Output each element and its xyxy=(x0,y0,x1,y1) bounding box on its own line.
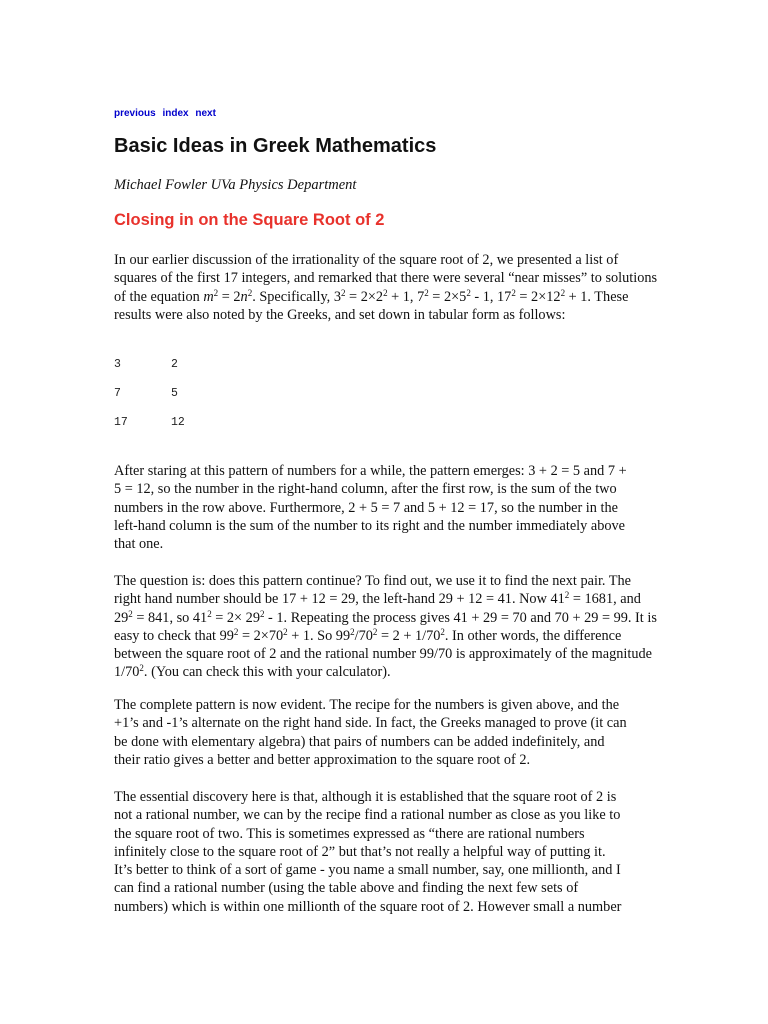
section-title: Closing in on the Square Root of 2 xyxy=(114,211,385,229)
paragraph-pattern xyxy=(114,462,658,553)
text-line: 5 = 12, so the number in the right-hand column, after the first row, is the sum of the two xyxy=(114,481,617,498)
text-line: that one. xyxy=(114,536,164,553)
text-line: infinitely close to the square root of 2” but that’s not really a helpful way of putting it. xyxy=(114,843,606,860)
text-line: not a rational number, we can by the recipe find a rational number as close as you like to xyxy=(114,807,621,824)
index-link[interactable]: index xyxy=(162,108,189,119)
text-line: the square root of two. This is sometimes expressed as “there are rational numbers xyxy=(114,825,585,842)
paragraph-question: The question is: does this pattern continue? To find out, we use it to find the next pair. The right hand number should be 17 + 12 = 29, the left-hand 29 + 12 = 41. Now $41^2 = 1681$, and $29^2 = 841$, so $41^2 = 2\times 29^2 - 1$. Repeating the process gives 41 + 29 = 70 and 70 + 29 = 99. It is easy to check that $99^2 = 2\times 70^2 + 1$. So $99^2/70^2 = 2 + 1/70^2$. In other words, the difference between the square root of 2 and the rational number 99/70 is approximately of the magnitude $1/70^2$. (You can check this with your calculator). xyxy=(114,573,657,681)
previous-link[interactable]: previous xyxy=(114,108,156,119)
text-line: +1’s and -1’s alternate on the right hand side. In fact, the Greeks managed to prove (it can xyxy=(114,715,627,732)
text-line: The complete pattern is now evident. The recipe for the numbers is given above, and the xyxy=(114,697,620,713)
table-cell-left: 3 xyxy=(114,358,121,371)
page-title: Basic Ideas in Greek Mathematics xyxy=(114,135,437,157)
paragraph-discovery xyxy=(114,788,658,916)
table-row xyxy=(114,387,178,400)
table-cell-left: 7 xyxy=(114,387,121,400)
text-line: be done with elementary algebra) that pairs of numbers can be added indefinitely, and xyxy=(114,733,605,750)
table-row xyxy=(114,416,185,429)
table-cell-right: 12 xyxy=(171,416,185,429)
text-line: It’s better to think of a sort of game - you name a small number, say, one millionth, and I xyxy=(114,862,621,879)
table-cell-right: 2 xyxy=(171,358,178,371)
paragraph-intro: In our earlier discussion of the irrationality of the square root of 2, we presented a list of squares of the first 17 integers, and remarked that there were several “near misses” to solutions of the equation $m^2 = 2n^2$. Specifically, $3^2 = 2\times 2^2 + 1$, $7^2 = 2\times 5^2 - 1$, $17^2 = 2\times 12^2 + 1$. These results were also noted by the Greeks, and set down in tabular form as follows: xyxy=(114,252,658,323)
table-cell-right: 5 xyxy=(171,387,178,400)
text-line: their ratio gives a better and better approximation to the square root of 2. xyxy=(114,751,531,768)
text-line: The essential discovery here is that, although it is established that the square root of 2 is xyxy=(114,789,617,805)
author-line: Michael Fowler UVa Physics Department xyxy=(114,177,357,193)
text-line: After staring at this pattern of numbers for a while, the pattern emerges: 3 + 2 = 5 and 7 + xyxy=(114,463,627,479)
text-line: can find a rational number (using the table above and finding the next few sets of xyxy=(114,880,579,897)
table-row xyxy=(114,358,178,371)
text-line: left-hand column is the sum of the number to its right and the number immediately above xyxy=(114,517,625,534)
text-line: numbers) which is within one millionth of the square root of 2. However small a number xyxy=(114,898,622,915)
next-link[interactable]: next xyxy=(195,108,216,119)
nav-links xyxy=(114,108,220,119)
table-cell-left: 17 xyxy=(114,416,128,429)
text-line: numbers in the row above. Furthermore, 2 + 5 = 7 and 5 + 12 = 17, so the number in the xyxy=(114,499,618,516)
paragraph-complete xyxy=(114,696,658,769)
